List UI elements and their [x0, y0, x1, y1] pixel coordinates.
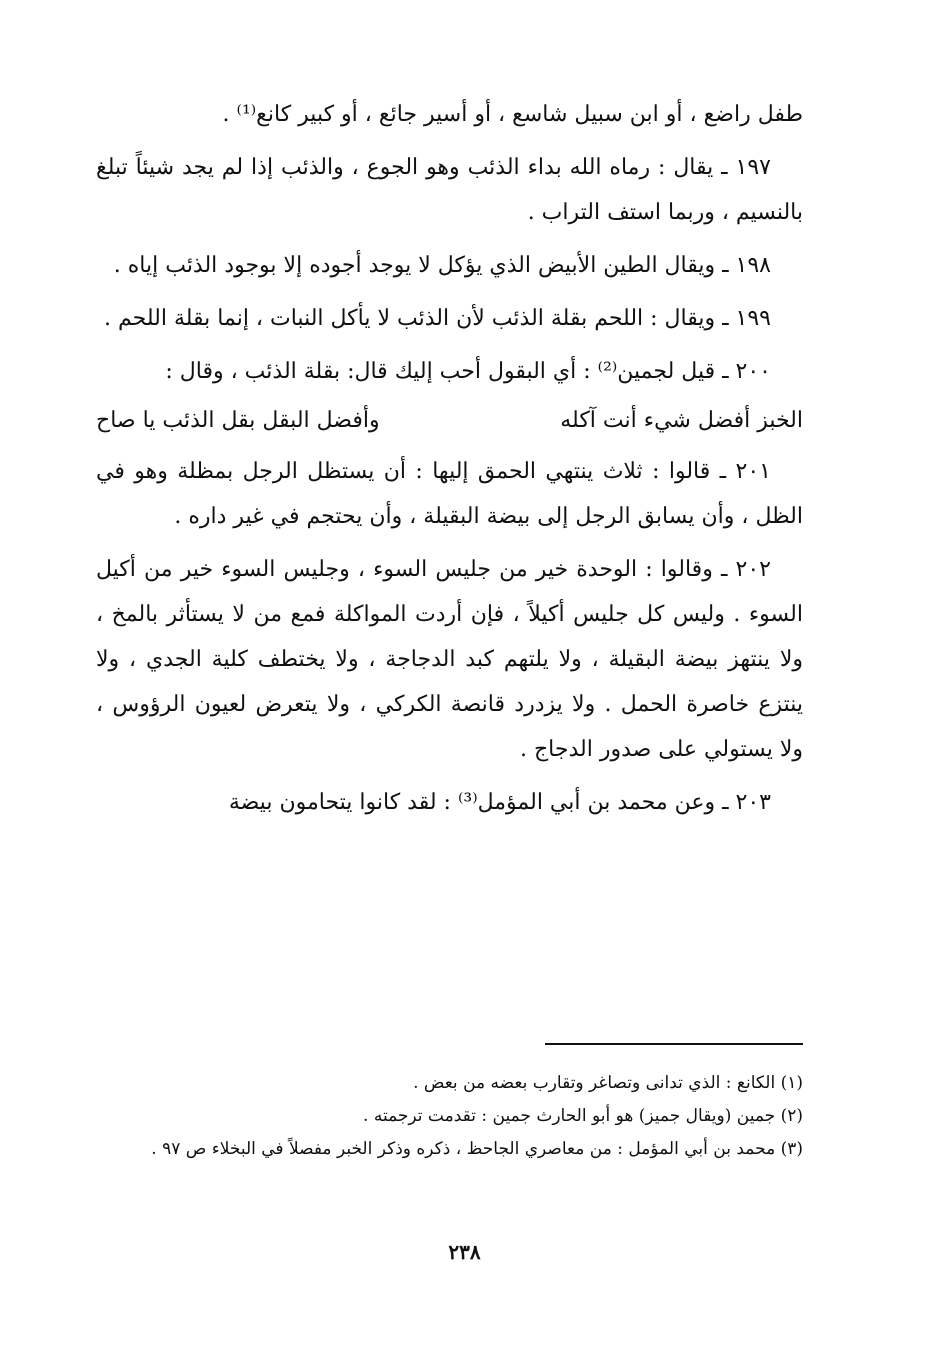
footnote-divider	[545, 1043, 803, 1045]
main-text	[96, 92, 803, 833]
paragraph-201: ٢٠١ ـ قالوا : ثلاث ينتهي الحمق إليها : أن يستظل الرجل بمظلة وهو في الظل ، وأن يسابق الرجل إلى بيضة البقيلة ، وأن يحتجم في غير داره .	[96, 459, 803, 529]
footnote-3: (٣) محمد بن أبي المؤمل : من معاصري الجاحظ ، ذكره وذكر الخبر مفصلاً في البخلاء ص ٩٧ .	[151, 1139, 803, 1159]
footnote-1: (١) الكانع : الذي تدانى وتصاغر وتقارب بعضه من بعض .	[413, 1073, 803, 1093]
verse-second-hemistich: الخبز أفضل شيء أنت آكله	[560, 408, 803, 433]
paragraph-198: ١٩٨ ـ ويقال الطين الأبيض الذي يؤكل لا يوجد أجوده إلا بوجود الذئب إياه .	[113, 253, 771, 278]
verse-first-hemistich: وأفضل البقل بقل الذئب يا صاح	[96, 408, 380, 433]
paragraph-199: ١٩٩ ـ ويقال : اللحم بقلة الذئب لأن الذئب لا يأكل النبات ، إنما بقلة اللحم .	[104, 306, 771, 331]
paragraph-203: ٢٠٣ ـ وعن محمد بن أبي المؤمل⁽³⁾ : لقد كانوا يتحامون بيضة	[228, 790, 771, 815]
paragraph-continuation: طفل راضع ، أو ابن سبيل شاسع ، أو أسير جائع ، أو كبير كانع⁽¹⁾ .	[222, 102, 803, 127]
footnotes	[96, 1068, 803, 1167]
poetry-verse	[96, 398, 803, 443]
page-number: ٢٣٨	[448, 1240, 481, 1264]
footnote-2: (٢) جمين (ويقال جميز) هو أبو الحارث جمين : تقدمت ترجمته .	[363, 1106, 803, 1126]
paragraph-200: ٢٠٠ ـ قيل لجمين⁽²⁾ : أي البقول أحب إليك قال: بقلة الذئب ، وقال :	[165, 359, 771, 384]
paragraph-197: ١٩٧ ـ يقال : رماه الله بداء الذئب وهو الجوع ، والذئب إذا لم يجد شيئاً تبلغ بالنسيم ، وربما استف التراب .	[96, 155, 803, 225]
paragraph-202: ٢٠٢ ـ وقالوا : الوحدة خير من جليس السوء ، وجليس السوء خير من أكيل السوء . وليس كل جليس أكيلاً ، فإن أردت المواكلة فمع من لا يستأثر بالمخ ، ولا ينتهز بيضة البقيلة ، ولا يلتهم كبد الدجاجة ، ولا يختطف كلية الجدي ، ولا ينتزع خاصرة الحمل . ولا يزدرد قانصة الكركي ، ولا يتعرض لعيون الرؤوس ، ولا يستولي على صدور الدجاج .	[96, 557, 803, 762]
